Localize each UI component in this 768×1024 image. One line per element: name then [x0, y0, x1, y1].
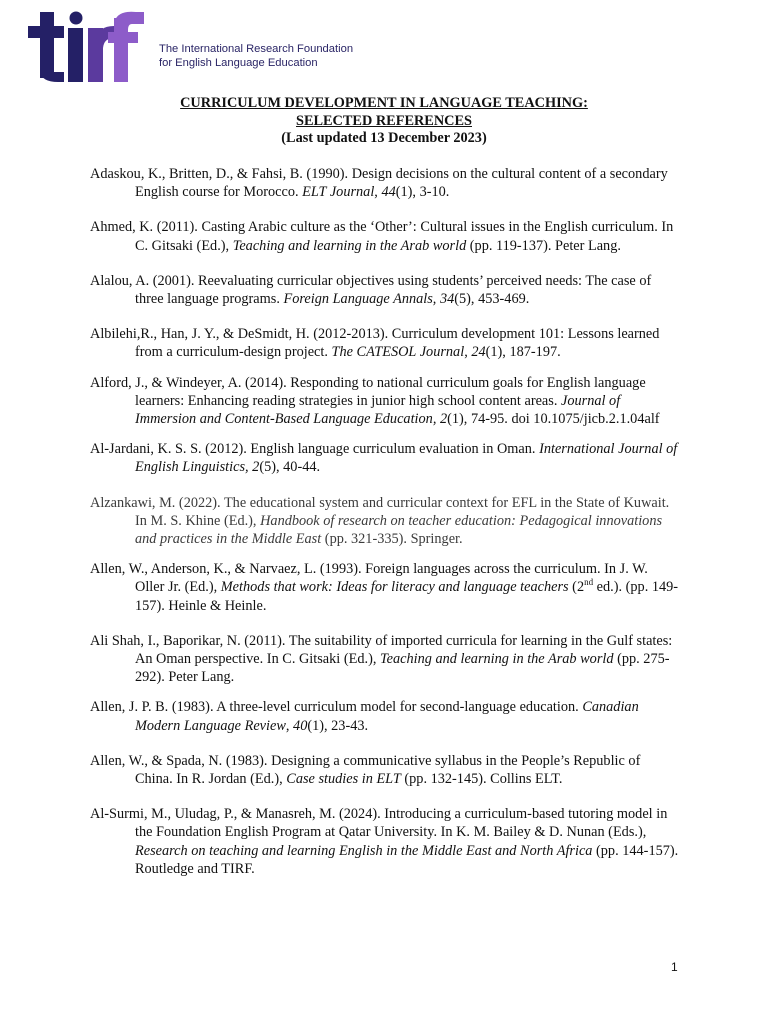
reference-item: Allen, W., Anderson, K., & Narvaez, L. (1993). Foreign languages across the curriculum. In J. W. Oller Jr. (Ed.), Methods that work: Ideas for literacy and language teachers (2nd ed.). (pp. 149-157). Heinle & Heinle. [90, 561, 679, 614]
reference-item: Al-Jardani, K. S. S. (2012). English language curriculum evaluation in Oman. International Journal of English Linguistics, 2(5), 40-44. [90, 441, 678, 476]
reference-item: Ahmed, K. (2011). Casting Arabic culture as the ‘Other’: Cultural issues in the English curriculum. In C. Gitsaki (Ed.), Teaching and learning in the Arab world (pp. 119-137). Peter Lang. [90, 219, 674, 254]
organization-name [159, 42, 353, 70]
reference-list [90, 165, 680, 878]
reference-item: Allen, J. P. B. (1983). A three-level curriculum model for second-language education. Canadian Modern Language Review, 40(1), 23-43. [90, 699, 639, 734]
reference-item: Allen, W., & Spada, N. (1983). Designing a communicative syllabus in the People’s Republic of China. In R. Jordan (Ed.), Case studies in ELT (pp. 132-145). Collins ELT. [90, 752, 641, 788]
reference-item: Alzankawi, M. (2022). The educational system and curricular context for EFL in the State of Kuwait. In M. S. Khine (Ed.), Handbook of research on teacher education: Pedagogical innovations and practices in the Middle East (pp. 321-335). Springer. [90, 494, 670, 548]
reference-item: Albilehi,R., Han, J. Y., & DeSmidt, H. (2012-2013). Curriculum development 101: Lessons learned from a curriculum-design project. The CATESOL Journal, 24(1), 187-197. [90, 326, 660, 361]
reference-item: Alalou, A. (2001). Reevaluating curricular objectives using students’ perceived needs: The case of three language programs. Foreign Language Annals, 34(5), 453-469. [90, 272, 652, 308]
reference-item: Alford, J., & Windeyer, A. (2014). Responding to national curriculum goals for English language learners: Enhancing reading strategies in junior high school content areas. Journal of Immersion and Content-Based Language Education, 2(1), 74-95. doi 10.1075/jicb.2.1.04alf [90, 374, 660, 428]
reference-item: Adaskou, K., Britten, D., & Fahsi, B. (1990). Design decisions on the cultural content of a secondary English course for Morocco. ELT Journal, 44(1), 3-10. [90, 166, 668, 201]
organization-name-line1: The International Research Foundation [159, 43, 354, 55]
reference-item: Al-Surmi, M., Uludag, P., & Manasreh, M. (2024). Introducing a curriculum-based tutoring model in the Foundation English Program at Qatar University. In K. M. Bailey & D. Nunan (Eds.), Research on teaching and learning English in the Middle East and North Africa (pp. 144-157). Routledge and TIRF. [90, 806, 679, 877]
page-number: 1 [671, 960, 678, 974]
organization-name-line2: for English Language Education [159, 57, 318, 69]
tirf-logo [28, 10, 146, 84]
reference-item: Ali Shah, I., Baporikar, N. (2011). The suitability of imported curricula for learning in the Gulf states: An Oman perspective. In C. Gitsaki (Ed.), Teaching and learning in the Arab world (pp. 275-292). Peter Lang. [90, 632, 673, 686]
document-title [0, 95, 768, 148]
title-line2: SELECTED REFERENCES [296, 112, 472, 129]
title-line1: CURRICULUM DEVELOPMENT IN LANGUAGE TEACHING: [180, 95, 588, 111]
title-last-updated: (Last updated 13 December 2023) [281, 130, 487, 146]
